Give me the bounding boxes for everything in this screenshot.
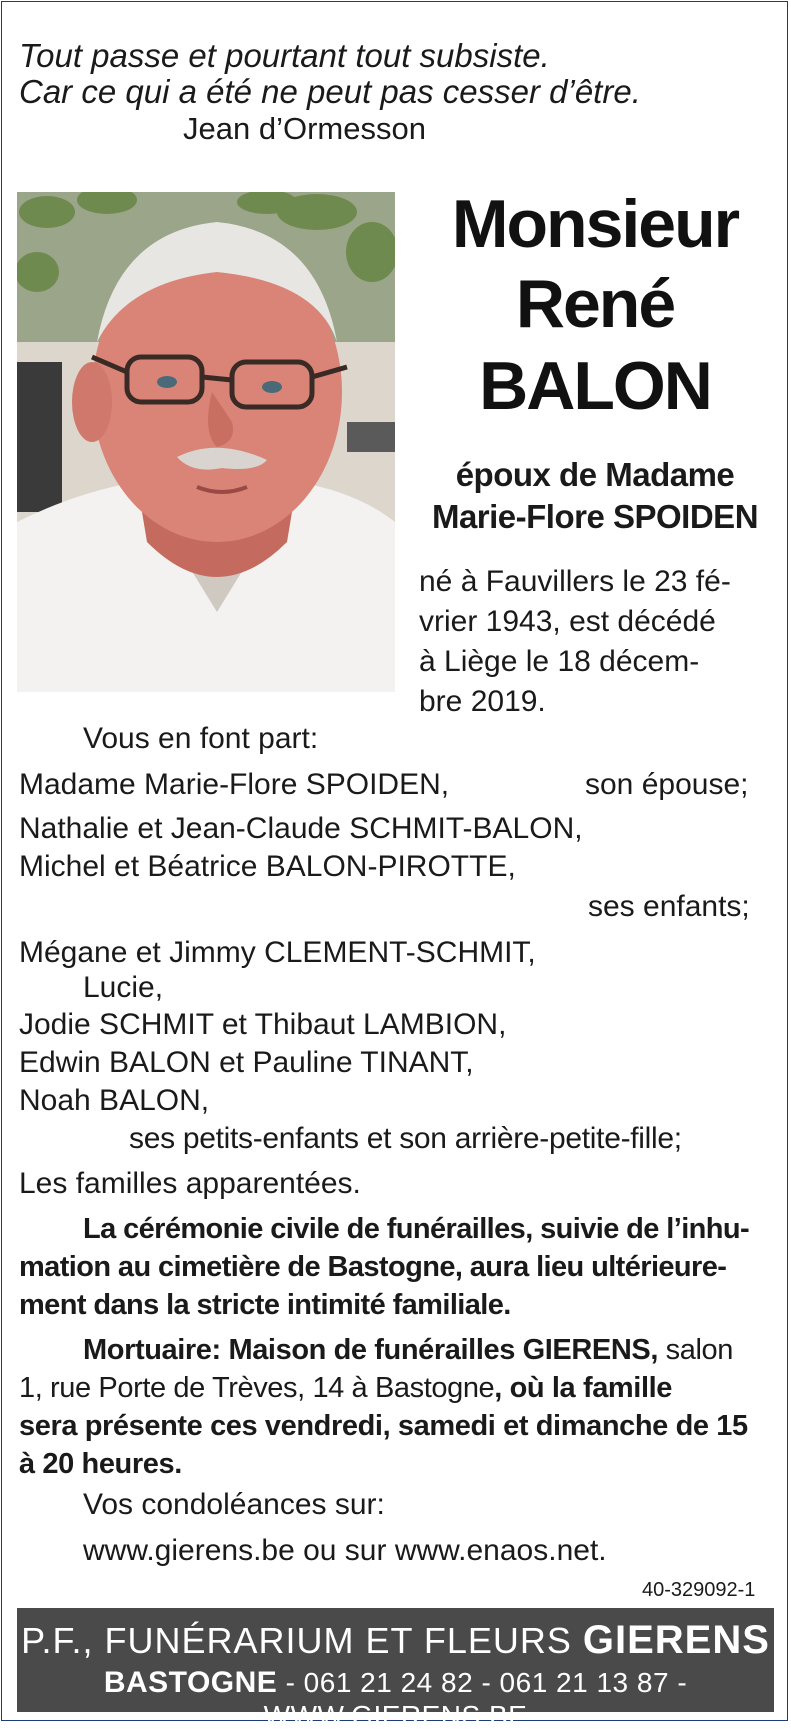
spouse-name: Madame Marie-Flore SPOIDEN, [19,768,450,801]
condolences-intro: Vos condoléances sur: [83,1488,385,1521]
birth-line-1: né à Fauvillers le 23 fé- [419,565,731,598]
announcement-intro: Vous en font part: [83,722,319,755]
banner-line-1 [17,1618,774,1663]
portrait-photo [17,192,395,692]
ceremony-line-2: mation au cimetière de Bastogne, aura lieu ultérieure- [19,1251,727,1283]
banner-city: BASTOGNE [103,1666,278,1699]
banner-brand: GIERENS [582,1618,770,1662]
mortuary-name: Mortuaire: Maison de funérailles GIERENS, [83,1334,658,1366]
birth-line-3: à Liège le 18 décem- [419,645,700,678]
spouse-line-2: Marie-Flore SPOIDEN [431,498,759,535]
mortuary-salon: salon [658,1334,733,1366]
condolences-sites: www.gierens.be ou sur www.enaos.net. [83,1534,607,1567]
spouse-role: son épouse; [585,768,749,801]
mortuary-line-1 [83,1331,733,1369]
mortuary-family-note: , où la famille [494,1372,673,1404]
mortuary-line-2 [19,1369,672,1407]
quote-line-2: Car ce qui a été ne peut pas cesser d’être. [19,73,641,110]
birth-line-4: bre 2019. [419,685,546,718]
banner-line-2 [17,1666,774,1732]
banner-contacts: - 061 21 24 82 - 061 21 13 87 - WWW.GIERENS.BE [263,1667,688,1731]
grandchild-line-5: Noah BALON, [19,1084,210,1117]
spouse-line-1: époux de Madame [455,456,735,493]
child-line-1: Nathalie et Jean-Claude SCHMIT-BALON, [19,812,583,845]
grandchild-line-4: Edwin BALON et Pauline TINANT, [19,1046,474,1079]
child-line-2: Michel et Béatrice BALON-PIROTTE, [19,850,516,883]
mortuary-hours: à 20 heures. [19,1448,182,1480]
mortuary-line-3 [19,1407,748,1445]
mortuary-days: sera présente ces vendredi, samedi et dimanche de 15 [19,1410,748,1442]
banner-services: P.F., FUNÉRARIUM ET FLEURS [21,1620,583,1661]
grandchild-line-2: Lucie, [83,971,164,1004]
birth-line-2: vrier 1943, est décédé [419,605,716,638]
grandchild-line-1: Mégane et Jimmy CLEMENT-SCHMIT, [19,936,536,969]
deceased-title: Monsieur [451,186,739,262]
portrait-illustration [17,192,395,692]
deceased-first-name: René [515,266,675,342]
ceremony-line-3: ment dans la stricte intimité familiale. [19,1289,511,1321]
quote-author: Jean d’Ormesson [183,111,426,146]
mortuary-line-4 [19,1445,182,1483]
families-line: Les familles apparentées. [19,1167,361,1200]
grandchild-line-3: Jodie SCHMIT et Thibaut LAMBION, [19,1008,507,1041]
grandchildren-role: ses petits-enfants et son arrière-petite-fille; [129,1122,682,1155]
deceased-last-name: BALON [479,348,711,424]
children-role: ses enfants; [588,890,750,923]
funeral-home-banner [17,1608,774,1731]
reference-number: 40-329092-1 [642,1579,756,1601]
quote-line-1: Tout passe et pourtant tout subsiste. [19,37,550,74]
ceremony-line-1: La cérémonie civile de funérailles, suivie de l’inhu- [83,1213,750,1245]
mortuary-address: 1, rue Porte de Trèves, 14 à Bastogne [19,1372,495,1404]
